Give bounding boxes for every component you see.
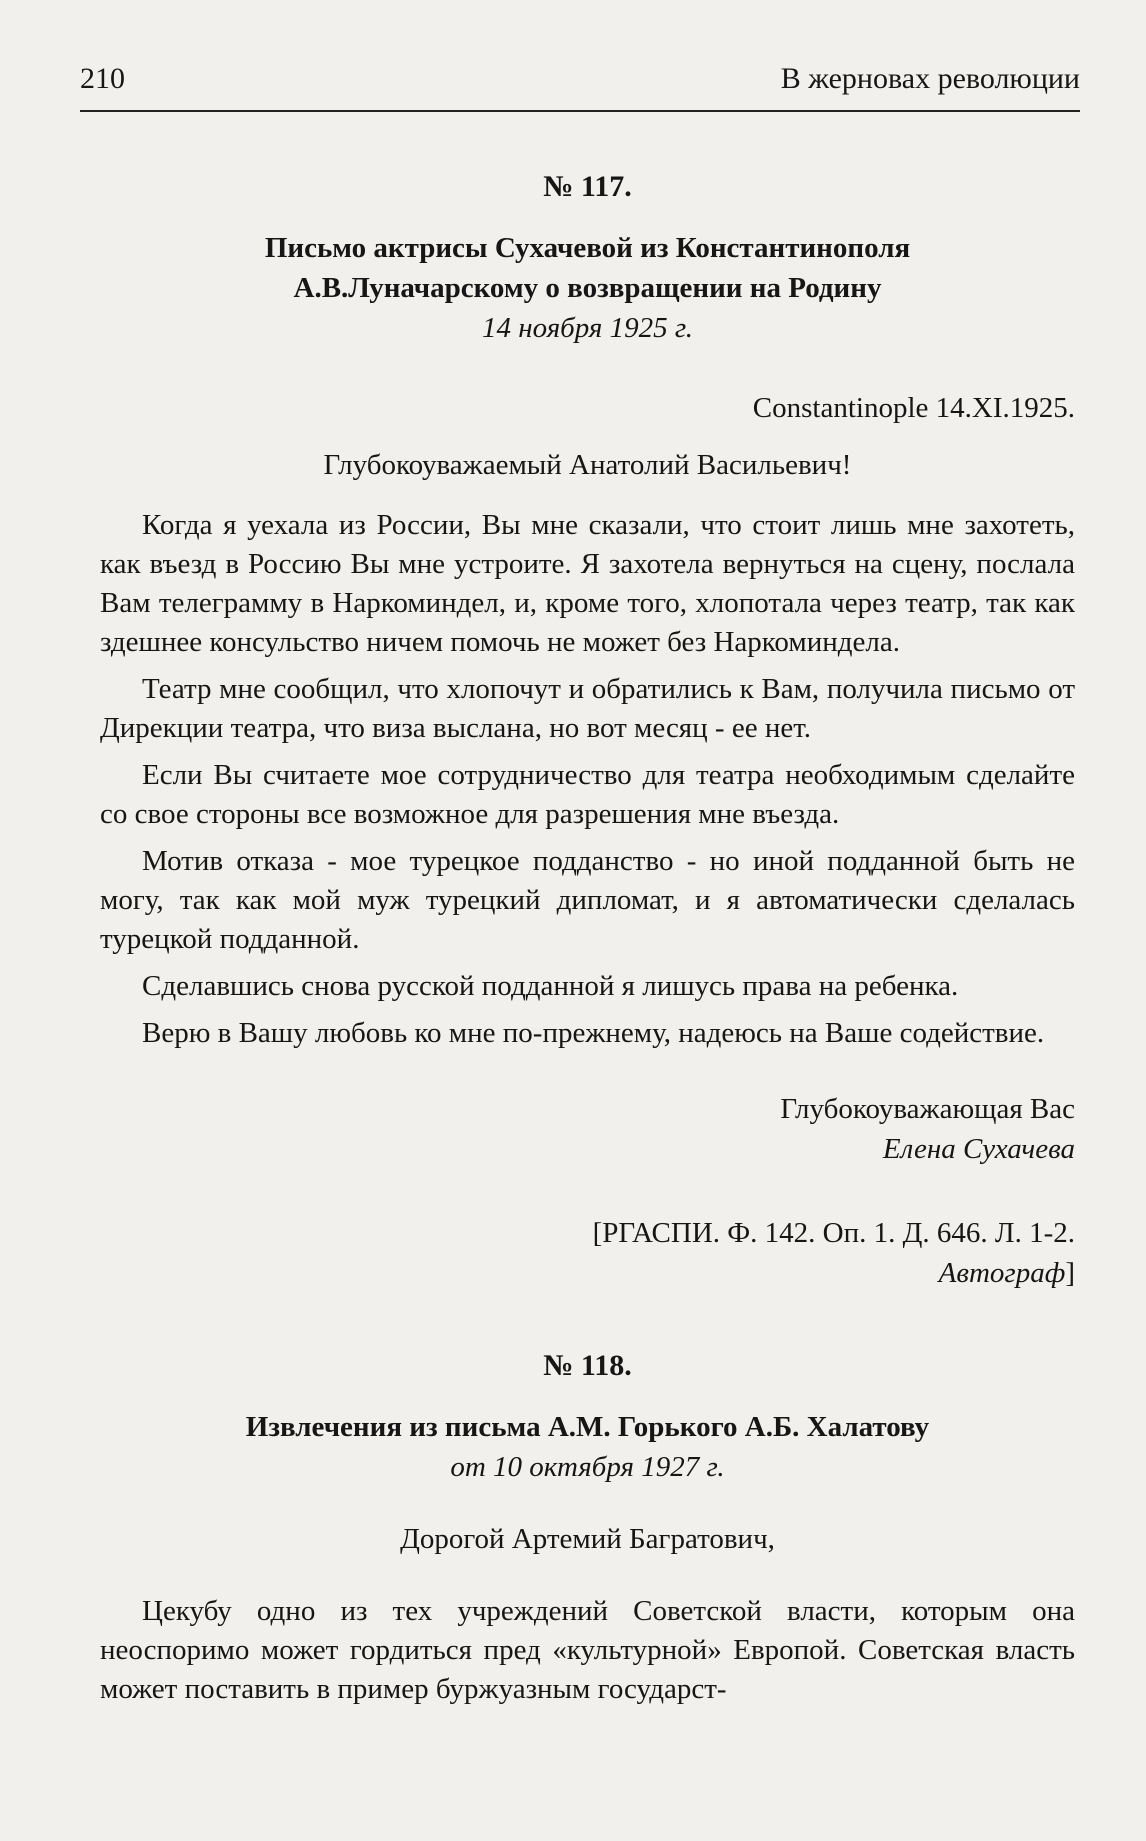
document-number: № 118. bbox=[543, 1349, 632, 1382]
letter-paragraph: Мотив отказа - мое турецкое подданство - но иной подданной быть не могу, так как мой муж турецкий дипломат, и я автоматически сделалась турецкой подданной. bbox=[100, 845, 1075, 955]
document-title-line-2: А.В.Луначарскому о возвращении на Родину bbox=[293, 272, 882, 304]
archive-reference: [РГАСПИ. Ф. 142. Оп. 1. Д. 646. Л. 1-2. bbox=[592, 1217, 1075, 1249]
page-number: 210 bbox=[80, 62, 125, 95]
letter-paragraph: Если Вы считаете мое сотрудничество для театра необходимым сделайте со свое стороны все возможное для разрешения мне въезда. bbox=[100, 759, 1075, 830]
header-rule bbox=[80, 110, 1080, 112]
letter-paragraph: Цекубу одно из тех учреждений Советской власти, которым она неоспоримо может гордиться пред «культурной» Европой. Советская власть может поставить в пример буржуазным государст- bbox=[100, 1595, 1075, 1705]
document-title-line-1: Письмо актрисы Сухачевой из Константинополя bbox=[264, 232, 911, 264]
letter-closing: Глубокоуважающая Вас bbox=[780, 1093, 1075, 1125]
page-header bbox=[80, 62, 1080, 108]
letter-salutation: Глубокоуважаемый Анатолий Васильевич! bbox=[323, 449, 852, 481]
document-118 bbox=[100, 1349, 1075, 1709]
document-117 bbox=[100, 170, 1075, 1293]
document-title: Извлечения из письма А.М. Горького А.Б. Халатову bbox=[245, 1411, 930, 1443]
letter-place-date: Constantinople 14.XI.1925. bbox=[752, 392, 1075, 424]
letter-paragraph: Сделавшись снова русской подданной я лишусь права на ребенка. bbox=[142, 970, 959, 1002]
letter-paragraph: Верю в Вашу любовь ко мне по-прежнему, надеюсь на Ваше содействие. bbox=[142, 1017, 1045, 1049]
archive-note bbox=[100, 1253, 1075, 1293]
document-number: № 117. bbox=[543, 170, 632, 203]
archive-bracket: ] bbox=[1065, 1257, 1075, 1289]
letter-paragraph: Театр мне сообщил, что хлопочут и обратились к Вам, получила письмо от Дирекции театра, что виза выслана, но вот месяц - ее нет. bbox=[100, 673, 1075, 744]
document-date: от 10 октября 1927 г. bbox=[450, 1451, 725, 1483]
archive-note-text: Автограф bbox=[938, 1257, 1066, 1289]
running-title: В жерновах революции bbox=[780, 62, 1080, 95]
document-date: 14 ноября 1925 г. bbox=[481, 312, 694, 344]
letter-paragraph: Когда я уехала из России, Вы мне сказали, что стоит лишь мне захотеть, как въезд в Россию Вы мне устроите. Я захотела вернуться на сцену, послала Вам телеграмму в Наркоминдел, и, кроме того, хлопотала через театр, так как здешнее консульство ничем помочь не может без Наркоминдела. bbox=[100, 509, 1075, 658]
page-content bbox=[100, 170, 1075, 1717]
letter-signature: Елена Сухачева bbox=[882, 1133, 1075, 1165]
letter-salutation: Дорогой Артемий Багратович, bbox=[400, 1523, 775, 1555]
